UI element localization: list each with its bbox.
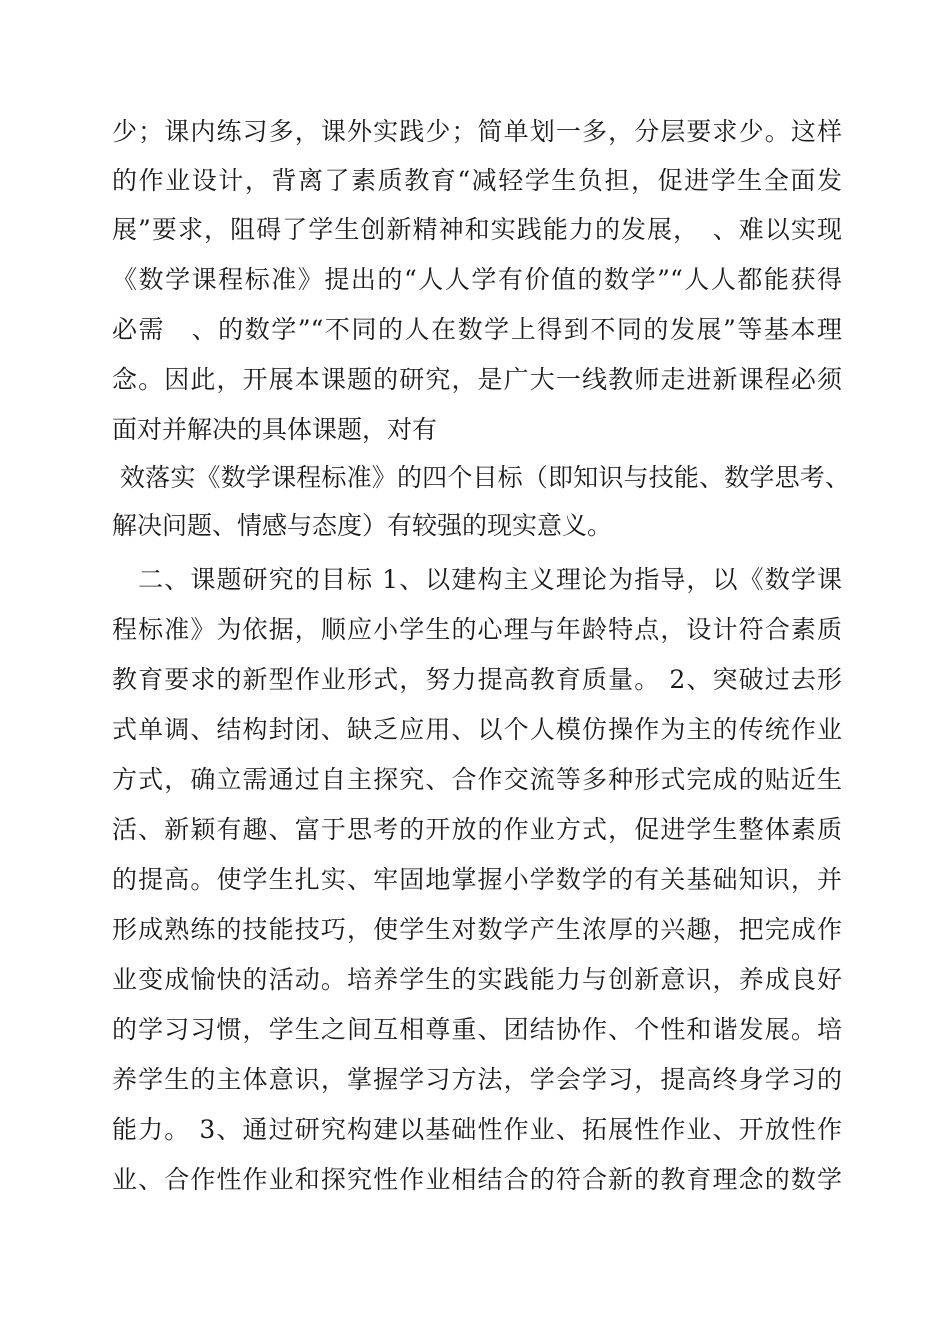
text-line: 《数学课程标准》提出的“人人学有价值的数学”“人人都能获得 [112, 265, 842, 294]
text-line: 的学习习惯，学生之间互相尊重、团结协作、个性和谐发展。培 [112, 1015, 842, 1044]
text-line: 效落实《数学课程标准》的四个目标（即知识与技能、数学思考、 [120, 463, 850, 492]
text-line: 方式，确立需通过自主探究、合作交流等多种形式完成的贴近生 [112, 765, 842, 794]
text-line: 少；课内练习多，课外实践少；简单划一多，分层要求少。这样 [112, 117, 842, 146]
text-line: 形成熟练的技能技巧，使学生对数学产生浓厚的兴趣，把完成作 [112, 915, 842, 944]
text-line: 式单调、结构封闭、缺乏应用、以个人模仿操作为主的传统作业 [112, 715, 842, 744]
text-line: 养学生的主体意识，掌握学习方法，学会学习，提高终身学习的 [112, 1065, 842, 1094]
text-line: 教育要求的新型作业形式，努力提高教育质量。 2、突破过去形 [112, 665, 842, 694]
text-line: 展”要求，阻碍了学生创新精神和实践能力的发展， 、难以实现 [112, 215, 842, 244]
text-line: 的提高。使学生扎实、牢固地掌握小学数学的有关基础知识，并 [112, 865, 842, 894]
text-line: 活、新颖有趣、富于思考的开放的作业方式，促进学生整体素质 [112, 815, 842, 844]
text-line: 面对并解决的具体课题，对有 [112, 415, 438, 444]
text-line: 念。因此，开展本课题的研究，是广大一线教师走进新课程必须 [112, 365, 842, 394]
text-line: 业、合作性作业和探究性作业相结合的符合新的教育理念的数学 [112, 1165, 842, 1194]
text-line: 的作业设计，背离了素质教育“减轻学生负担，促进学生全面发 [112, 166, 842, 195]
text-line: 解决问题、情感与态度）有较强的现实意义。 [112, 511, 613, 540]
text-line: 程标准》为依据，顺应小学生的心理与年龄特点，设计符合素质 [112, 615, 842, 644]
text-line: 二、课题研究的目标 1、以建构主义理论为指导，以《数学课 [112, 565, 842, 594]
text-line: 业变成愉快的活动。培养学生的实践能力与创新意识，养成良好 [112, 965, 842, 994]
text-line: 能力。 3、通过研究构建以基础性作业、拓展性作业、开放性作 [112, 1115, 842, 1144]
text-line: 必需 、的数学”“不同的人在数学上得到不同的发展”等基本理 [112, 315, 842, 344]
